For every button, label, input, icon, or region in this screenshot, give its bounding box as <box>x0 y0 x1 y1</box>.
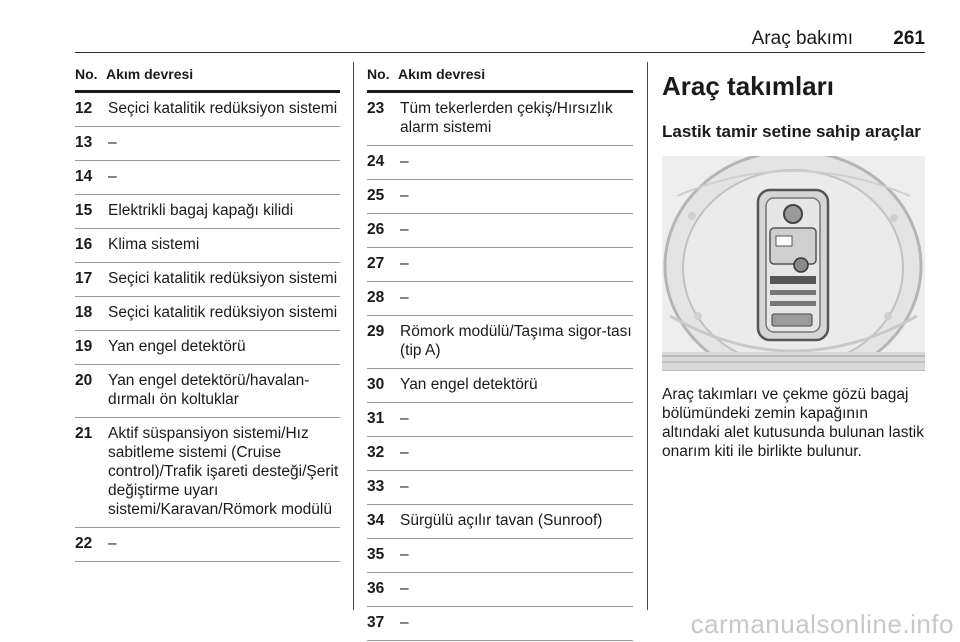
circuit-description: – <box>400 614 409 631</box>
column-header-circuit: Akım devresi <box>398 66 486 82</box>
table-row <box>75 127 340 161</box>
fuse-number: 30 <box>367 376 385 393</box>
table-row <box>367 93 633 146</box>
circuit-description: – <box>108 134 117 151</box>
page-header <box>75 28 925 50</box>
table-body <box>75 93 340 562</box>
table-row <box>75 418 340 528</box>
fuse-number: 21 <box>75 425 93 442</box>
fuse-number: 19 <box>75 338 93 355</box>
fuse-number: 12 <box>75 100 93 117</box>
table-header <box>367 62 633 93</box>
fuse-number: 24 <box>367 153 385 170</box>
table-row <box>75 161 340 195</box>
table-row <box>367 146 633 180</box>
circuit-description: Seçici katalitik redüksiyon sistemi <box>108 100 338 117</box>
fuse-number: 14 <box>75 168 93 185</box>
circuit-description: – <box>400 444 409 461</box>
figure-caption: Araç takımları ve çekme gözü bagaj bölümündeki zemin kapağının altındaki alet kutusunda bulunan lastik onarım kiti ile birlikte bulunur. <box>662 386 924 460</box>
table-row <box>75 263 340 297</box>
fuse-number: 13 <box>75 134 93 151</box>
circuit-description: – <box>108 168 117 185</box>
page-number: 261 <box>893 28 925 49</box>
circuit-description: – <box>400 410 409 427</box>
table-row <box>75 365 340 418</box>
table-row <box>367 505 633 539</box>
circuit-description: – <box>400 546 409 563</box>
table-row <box>75 229 340 263</box>
table-row <box>75 331 340 365</box>
table-row <box>75 195 340 229</box>
circuit-description: Sürgülü açılır tavan (Sunroof) <box>400 512 603 529</box>
circuit-description: Seçici katalitik redüksiyon sistemi <box>108 304 338 321</box>
table-row <box>367 180 633 214</box>
page-title: Araç bakımı <box>751 28 853 49</box>
table-row <box>367 607 633 641</box>
table-row <box>367 282 633 316</box>
column-header-no: No. <box>75 66 98 82</box>
fuse-number: 36 <box>367 580 385 597</box>
circuit-description: – <box>400 478 409 495</box>
header-rule <box>75 52 925 53</box>
table-row <box>75 297 340 331</box>
column-divider <box>647 62 648 610</box>
table-row <box>367 539 633 573</box>
table-header <box>75 62 340 93</box>
fuse-number: 17 <box>75 270 93 287</box>
table-row <box>367 248 633 282</box>
table-body <box>367 93 633 641</box>
table-row <box>367 573 633 607</box>
fuse-table-right <box>367 62 633 641</box>
table-row <box>367 214 633 248</box>
fuse-number: 15 <box>75 202 93 219</box>
fuse-number: 23 <box>367 100 385 117</box>
fuse-number: 29 <box>367 323 385 340</box>
fuse-number: 31 <box>367 410 385 427</box>
circuit-description: – <box>108 535 117 552</box>
circuit-description: – <box>400 187 409 204</box>
circuit-description: Yan engel detektörü <box>400 376 538 393</box>
column-divider <box>353 62 354 610</box>
fuse-number: 20 <box>75 372 93 389</box>
fuse-number: 32 <box>367 444 385 461</box>
fuse-number: 26 <box>367 221 385 238</box>
fuse-number: 37 <box>367 614 385 631</box>
fuse-number: 16 <box>75 236 93 253</box>
circuit-description: – <box>400 289 409 306</box>
fuse-number: 27 <box>367 255 385 272</box>
fuse-number: 18 <box>75 304 93 321</box>
circuit-description: Römork modülü/Taşıma sigor-tası (tip A) <box>400 323 632 359</box>
circuit-description: Elektrikli bagaj kapağı kilidi <box>108 202 294 219</box>
table-row <box>367 369 633 403</box>
table-row <box>367 316 633 369</box>
fuse-number: 34 <box>367 512 385 529</box>
circuit-description: Yan engel detektörü/havalan-dırmalı ön koltuklar <box>108 372 310 408</box>
table-row <box>367 437 633 471</box>
circuit-description: Aktif süspansiyon sistemi/Hız sabitleme sistemi (Cruise control)/Trafik işareti desteği/Şerit değiştirme uyarı sistemi/Karavan/Römork modülü <box>108 425 339 518</box>
circuit-description: – <box>400 221 409 238</box>
fuse-number: 35 <box>367 546 385 563</box>
section-subtitle: Lastik tamir setine sahip araçlar <box>662 122 921 141</box>
fuse-number: 22 <box>75 535 93 552</box>
circuit-description: Yan engel detektörü <box>108 338 246 355</box>
table-row <box>367 471 633 505</box>
section-title: Araç takımları <box>662 71 834 101</box>
fuse-table-left <box>75 62 340 562</box>
table-row <box>367 403 633 437</box>
circuit-description: – <box>400 580 409 597</box>
watermark: carmanualsonline.info <box>690 609 954 639</box>
tire-repair-kit-illustration <box>662 156 925 371</box>
tools-section <box>662 62 925 461</box>
table-row <box>75 93 340 127</box>
circuit-description: Tüm tekerlerden çekiş/Hırsızlık alarm sistemi <box>400 100 613 136</box>
circuit-description: Seçici katalitik redüksiyon sistemi <box>108 270 338 287</box>
circuit-description: Klima sistemi <box>108 236 200 253</box>
fuse-number: 33 <box>367 478 385 495</box>
fuse-number: 25 <box>367 187 385 204</box>
circuit-description: – <box>400 255 409 272</box>
table-row <box>75 528 340 562</box>
fuse-number: 28 <box>367 289 385 306</box>
circuit-description: – <box>400 153 409 170</box>
column-header-circuit: Akım devresi <box>106 66 194 82</box>
column-header-no: No. <box>367 66 390 82</box>
